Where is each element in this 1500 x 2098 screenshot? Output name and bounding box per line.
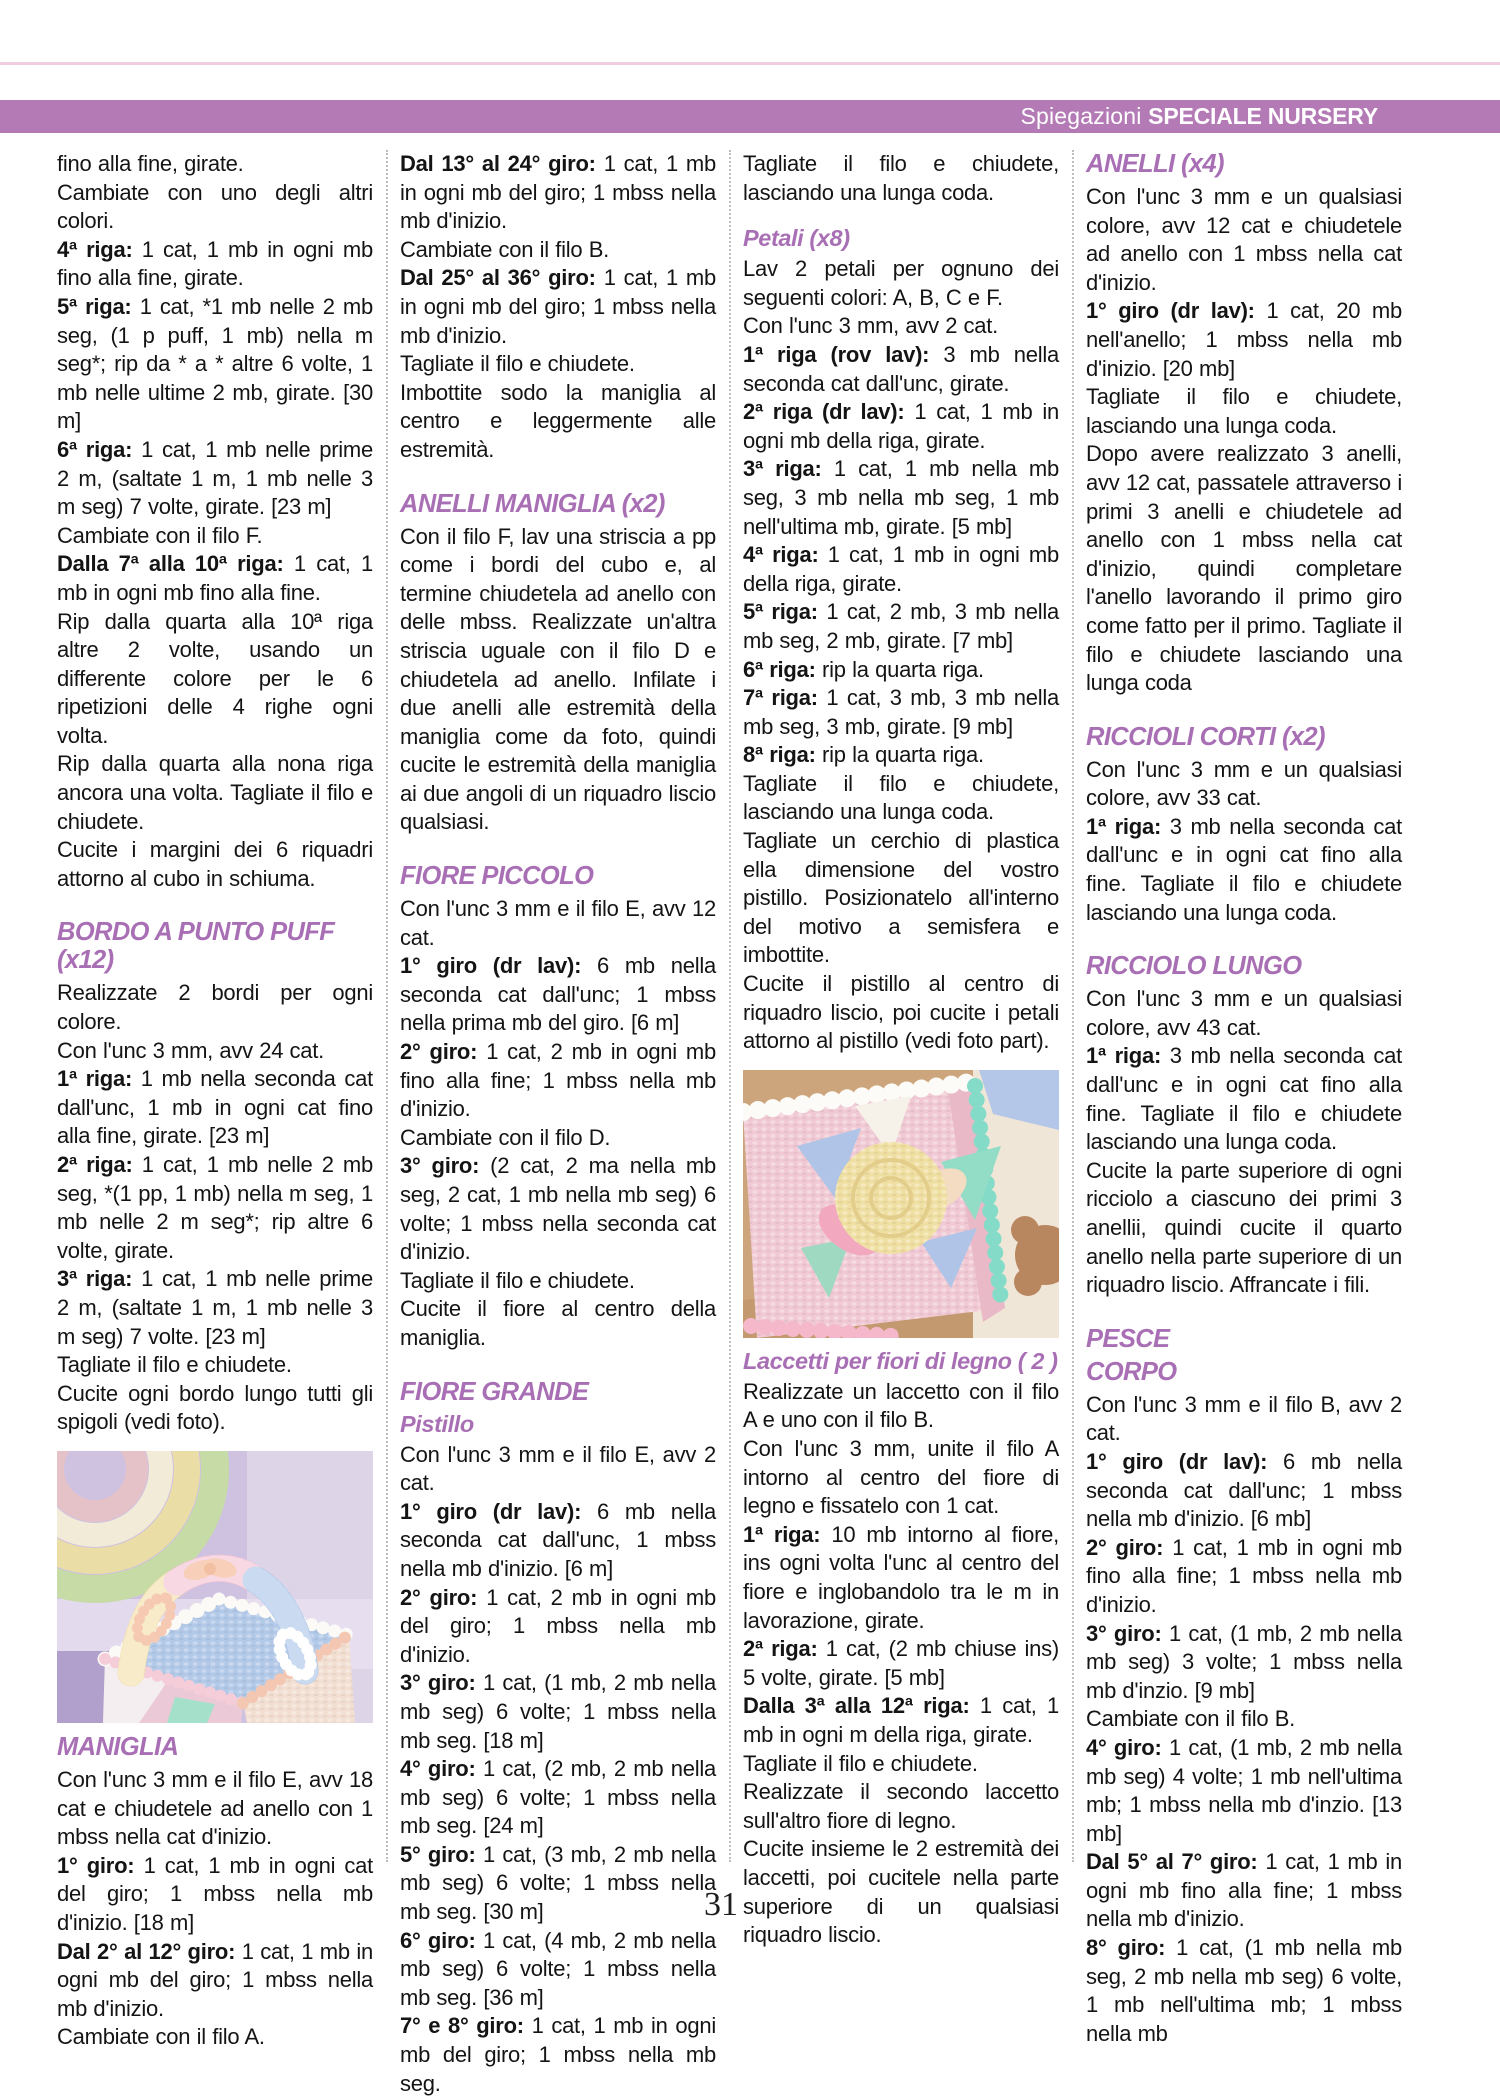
header-title-regular: Spiegazioni <box>1020 103 1142 129</box>
paragraph <box>1086 985 1402 1042</box>
paragraph <box>57 1351 373 1380</box>
paragraph <box>57 179 373 236</box>
instruction-text: 3 mb nella seconda cat dall'unc, girate. <box>743 341 1059 396</box>
sub-heading: Laccetti per fiori di legno ( 2 ) <box>743 1347 1058 1374</box>
instruction-text: 1 cat, 1 mb in ogni mb fino alla fine, girate. <box>57 236 373 291</box>
instruction-text: Con l'unc 3 mm e il filo E, avv 2 cat. <box>400 1441 716 1496</box>
photo-crochet-cube-flower-detail <box>743 1070 1059 1338</box>
paragraph <box>743 455 1059 541</box>
instruction-label: 2ª riga: <box>743 1636 818 1662</box>
instruction-text: Tagliate il filo e chiudete. <box>400 351 635 377</box>
instruction-label: Dal 5° al 7° giro: <box>1086 1849 1258 1875</box>
paragraph <box>400 1124 716 1153</box>
instruction-label: 2ª riga: <box>57 1152 133 1177</box>
paragraph <box>743 598 1059 655</box>
paragraph <box>743 1778 1059 1835</box>
instruction-text: 1 cat, 2 mb in ogni mb del giro; 1 mbss nella mb d'inizio. <box>400 1584 716 1667</box>
instruction-label: 4ª riga: <box>743 542 819 568</box>
instruction-label: Dal 2° al 12° giro: <box>57 1938 236 1964</box>
paragraph <box>57 293 373 436</box>
instruction-text: rip la quarta riga. <box>822 656 984 682</box>
instruction-text: 1 cat, (4 mb, 2 mb nella mb seg) 6 volte; 1 mbss nella mb seg. [36 m] <box>400 1927 716 2010</box>
paragraph <box>1086 1391 1402 1448</box>
instruction-label: Dalla 7ª alla 10ª riga: <box>57 551 284 577</box>
instruction-text: Cambiate con il filo A. <box>57 2024 265 2050</box>
paragraph <box>1086 297 1402 383</box>
instruction-label: 3° giro: <box>400 1670 476 1696</box>
paragraph <box>400 2012 716 2098</box>
instruction-text: 1 cat, (1 mb, 2 mb nella mb seg) 6 volte; 1 mbss nella mb seg. [18 m] <box>400 1670 716 1753</box>
paragraph <box>400 150 716 236</box>
instruction-text: Con l'unc 3 mm, unite il filo A intorno al centro del fiore di legno e fissatelo con 1 cat. <box>743 1436 1059 1519</box>
instruction-text: Rip dalla quarta alla nona riga ancora una volta. Tagliate il filo e chiudete. <box>57 751 373 834</box>
section-heading: BORDO A PUNTO PUFF (x12) <box>57 918 335 975</box>
instruction-text: Realizzate un laccetto con il filo A e uno con il filo B. <box>743 1378 1059 1433</box>
instruction-text: 6 mb nella seconda cat dall'unc; 1 mbss nella mb d'inizio. [6 mb] <box>1086 1448 1402 1532</box>
instruction-text: Con l'unc 3 mm e il filo E, avv 12 cat. <box>400 896 716 950</box>
paragraph <box>743 1521 1059 1635</box>
instruction-text: 1 cat, 1 mb nella mb seg, 3 mb nella mb seg, 1 mb nell'ultima mb, girate. [5 mb] <box>743 456 1059 539</box>
paragraph <box>400 1498 716 1584</box>
instruction-text: 1 cat, 1 mb in ogni mb fino alla fine; 1 mbss nella mb d'inizio. <box>1086 1534 1402 1617</box>
paragraph <box>400 1295 716 1352</box>
instruction-label: 2° giro: <box>1086 1534 1164 1560</box>
instruction-text: Cambiate con il filo B. <box>1086 1706 1296 1732</box>
paragraph <box>57 436 373 522</box>
instruction-label: 1° giro: <box>57 1852 135 1878</box>
instruction-text: Cucite i margini dei 6 riquadri attorno al cubo in schiuma. <box>57 837 373 891</box>
header-bar <box>0 100 1500 133</box>
paragraph <box>57 2023 373 2052</box>
section-heading: ANELLI MANIGLIA (x2) <box>400 489 665 518</box>
paragraph <box>743 398 1059 455</box>
instruction-text: Con l'unc 3 mm e un qualsiasi colore, avv 43 cat. <box>1086 986 1402 1040</box>
paragraph <box>743 1435 1059 1521</box>
sub-heading: Petali (x8) <box>743 225 850 252</box>
paragraph <box>57 550 373 607</box>
instruction-text: 6 mb nella seconda cat dall'unc, 1 mbss nella mb d'inizio. [6 m] <box>400 1498 716 1581</box>
paragraph <box>1086 1534 1402 1620</box>
section-heading: FIORE PICCOLO <box>400 862 594 891</box>
instruction-text: 1 cat, 1 mb nelle prime 2 m, (saltate 1 m, 1 mb nelle 3 m seg) 7 volte, girate. [23 m] <box>57 436 373 520</box>
instruction-text: 1 cat, 1 mb in ogni mb del giro; 1 mbss nella mb d'inizio. <box>400 151 716 234</box>
instruction-text: Cambiate con il filo B. <box>400 236 610 262</box>
instruction-label: Dal 25° al 36° giro: <box>400 265 596 291</box>
page-number: 31 <box>704 1886 738 1923</box>
instruction-text: Tagliate un cerchio di plastica ella dimensione del vostro pistillo. Posizionatelo all'interno del motivo a semisfera e imbottite. <box>743 828 1059 968</box>
instruction-text: Realizzate 2 bordi per ogni colore. <box>57 980 373 1035</box>
instruction-text: 1 cat, 1 mb in ogni m della riga, girate. <box>743 1693 1059 1747</box>
column-1 <box>57 150 373 2052</box>
instruction-label: 2ª riga (dr lav): <box>743 399 905 425</box>
instruction-label: 1ª riga: <box>1086 1043 1162 1069</box>
section-heading: RICCIOLO LUNGO <box>1086 952 1302 981</box>
instruction-text: fino alla fine, girate. <box>57 151 244 176</box>
instruction-label: 2° giro: <box>400 1584 478 1610</box>
instruction-text: Cambiate con uno degli altri colori. <box>57 179 373 234</box>
instruction-text: Con l'unc 3 mm e il filo E, avv 18 cat e chiudetele ad anello con 1 mbss nella cat d'inizio. <box>57 1766 373 1850</box>
paragraph <box>400 1267 716 1296</box>
paragraph <box>400 1584 716 1670</box>
paragraph <box>400 1152 716 1266</box>
paragraph <box>400 236 716 265</box>
instruction-text: 1 mb nella seconda cat dall'unc, 1 mb in ogni cat fino alla fine, girate. [23 m] <box>57 1066 373 1149</box>
paragraph <box>57 1380 373 1437</box>
paragraph <box>743 1750 1059 1779</box>
instruction-text: 1 cat, 2 mb in ogni mb fino alla fine; 1 mbss nella mb d'inizio. <box>400 1039 716 1122</box>
instruction-text: Con l'unc 3 mm, avv 24 cat. <box>57 1037 325 1063</box>
paragraph <box>1086 1734 1402 1848</box>
paragraph <box>57 750 373 836</box>
instruction-text: 1 cat, 1 mb in ogni mb della riga, girate. <box>743 399 1059 453</box>
section-heading: MANIGLIA <box>57 1732 179 1761</box>
instruction-label: 6ª riga: <box>743 656 816 682</box>
instruction-text: 3 mb nella seconda cat dall'unc e in ogni cat fino alla fine. Tagliate il filo e chiudete lasciando una lunga coda. <box>1086 1043 1402 1155</box>
instruction-text: 1 cat, *1 mb nelle 2 mb seg, (1 p puff, 1 mb) nella m seg*; rip da * a * altre 6 volte, 1 mb nelle ultime 2 mb, girate. [30 m] <box>57 293 373 434</box>
instruction-label: 4° giro: <box>1086 1734 1162 1760</box>
paragraph <box>57 150 373 179</box>
instruction-text: 1 cat, (1 mb, 2 mb nella mb seg) 3 volte; 1 mbss nella mb d'inzio. [9 mb] <box>1086 1620 1402 1703</box>
paragraph <box>743 770 1059 827</box>
paragraph <box>400 1441 716 1498</box>
instruction-label: 2° giro: <box>400 1039 478 1065</box>
instruction-label: 3° giro: <box>400 1153 480 1179</box>
instruction-label: 1° giro (dr lav): <box>400 1498 582 1524</box>
paragraph <box>57 979 373 1036</box>
sub-heading: Pistillo <box>400 1410 474 1437</box>
instruction-text: Tagliate il filo e chiudete. <box>400 1267 635 1293</box>
paragraph <box>400 264 716 350</box>
instruction-label: 8ª riga: <box>743 742 816 768</box>
paragraph <box>743 741 1059 770</box>
section-heading: PESCE <box>1086 1324 1170 1353</box>
paragraph <box>1086 1157 1402 1300</box>
column-4 <box>1086 150 1402 2048</box>
section-heading: RICCIOLI CORTI (x2) <box>1086 722 1325 751</box>
instruction-label: 5ª riga: <box>743 599 818 625</box>
paragraph <box>743 150 1059 207</box>
paragraph <box>743 1692 1059 1749</box>
paragraph <box>743 1378 1059 1435</box>
header-title <box>1020 100 1378 133</box>
instruction-text: Cucite il fiore al centro della maniglia. <box>400 1296 716 1350</box>
paragraph <box>400 1669 716 1755</box>
instruction-text: 10 mb intorno al fiore, ins ogni volta l'unc al centro del fiore e inglobandolo tra le m in lavorazione, girate. <box>743 1521 1060 1633</box>
instruction-label: 6ª riga: <box>57 436 133 462</box>
instruction-text: Rip dalla quarta alla 10ª riga altre 2 volte, usando un differente colore per le 6 ripetizioni delle 4 righe ogni volta. <box>57 608 373 748</box>
instruction-text: Cucite insieme le 2 estremità dei laccetti, poi cucitele nella parte superiore di un qualsiasi riquadro liscio. <box>743 1836 1059 1948</box>
instruction-text: Con l'unc 3 mm e un qualsiasi colore, avv 12 cat e chiudetele ad anello con 1 mbss nella cat d'inizio. <box>1086 184 1402 295</box>
instruction-label: 4ª riga: <box>57 236 133 262</box>
column-divider <box>729 150 731 1862</box>
paragraph <box>400 523 716 838</box>
paragraph <box>400 1038 716 1124</box>
instruction-text: 1 cat, 1 mb in ogni mb fino alla fine. <box>57 551 373 605</box>
instruction-text: 1 cat, 1 mb in ogni cat del giro; 1 mbss nella mb d'inizio. [18 m] <box>57 1852 373 1935</box>
instruction-text: Tagliate il filo e chiudete, lasciando una lunga coda. <box>743 770 1059 825</box>
photo-crochet-cube-with-handle <box>57 1451 373 1723</box>
paragraph <box>1086 383 1402 440</box>
column-3 <box>743 150 1059 1950</box>
instruction-text: Con il filo F, lav una striscia a pp come i bordi del cubo e, al termine chiudetela ad anello con delle mbss. Realizzate un'altra striscia uguale con il filo D e chiudetela ad anello. Infilate i due anelli alle estremità della maniglia come da foto, quindi cucite le estremità della maniglia ai due angoli di un riquadro liscio qualsiasi. <box>400 523 716 835</box>
instruction-text: 1 cat, 1 mb in ogni mb fino alla fine; 1 mbss nella mb d'inizio. <box>1086 1849 1402 1932</box>
column-divider <box>1072 150 1074 1862</box>
instruction-text: 3 mb nella seconda cat dall'unc e in ogni cat fino alla fine. Tagliate il filo e chiudete lasciando una lunga coda. <box>1086 813 1402 925</box>
instruction-label: 1° giro (dr lav): <box>1086 298 1255 324</box>
instruction-text: Con l'unc 3 mm e il filo B, avv 2 cat. <box>1086 1391 1402 1446</box>
instruction-text: 1 cat, (1 mb, 2 mb nella mb seg) 4 volte; 1 mb nell'ultima mb; 1 mbss nella mb d'inzio. [13 mb] <box>1086 1734 1402 1846</box>
instruction-label: 6° giro: <box>400 1927 476 1953</box>
paragraph <box>57 1766 373 1852</box>
paragraph <box>1086 1448 1402 1534</box>
instruction-label: 1ª riga: <box>743 1521 821 1547</box>
paragraph <box>400 350 716 379</box>
paragraph <box>1086 1042 1402 1156</box>
paragraph <box>57 1265 373 1351</box>
instruction-label: 1ª riga: <box>57 1066 133 1092</box>
instruction-label: 1° giro (dr lav): <box>1086 1448 1268 1474</box>
paragraph <box>57 1037 373 1066</box>
instruction-label: 7ª riga: <box>743 685 818 711</box>
wooden-flower <box>1011 1216 1059 1296</box>
paragraph <box>400 1755 716 1841</box>
instruction-label: 4° giro: <box>400 1756 476 1782</box>
instruction-label: 1° giro (dr lav): <box>400 953 582 979</box>
paragraph <box>57 1938 373 2024</box>
paragraph <box>1086 440 1402 697</box>
instruction-text: 1 cat, 1 mb in ogni mb della riga, girate. <box>743 542 1059 596</box>
instruction-text: Imbottite sodo la maniglia al centro e leggermente alle estremità. <box>400 379 716 462</box>
instruction-text: 1 cat, 20 mb nell'anello; 1 mbss nella mb d'inizio. [20 mb] <box>1086 298 1402 381</box>
paragraph <box>57 836 373 893</box>
header-title-bold: SPECIALE NURSERY <box>1148 103 1378 129</box>
instruction-label: 3ª riga: <box>743 456 822 482</box>
paragraph <box>743 1635 1059 1692</box>
instruction-label: 1ª riga (rov lav): <box>743 341 930 367</box>
paragraph <box>1086 813 1402 927</box>
instruction-label: 5° giro: <box>400 1841 476 1867</box>
section-heading: FIORE GRANDE <box>400 1377 589 1406</box>
column-divider <box>386 150 388 1862</box>
paragraph <box>57 1065 373 1151</box>
paragraph <box>1086 1620 1402 1706</box>
instruction-text: 1 cat, (1 mb nella mb seg, 2 mb nella mb seg) 6 volte, 1 mb nell'ultima mb; 1 mbss nella mb <box>1086 1935 1402 2046</box>
instruction-text: rip la quarta riga. <box>822 742 984 768</box>
paragraph <box>743 541 1059 598</box>
instruction-label: Dal 13° al 24° giro: <box>400 151 596 176</box>
section-heading: ANELLI (x4) <box>1086 150 1224 178</box>
instruction-text: Cambiate con il filo D. <box>400 1124 611 1150</box>
instruction-text: Cucite ogni bordo lungo tutti gli spigoli (vedi foto). <box>57 1380 373 1435</box>
instruction-text: 1 cat, 2 mb, 3 mb nella mb seg, 2 mb, girate. [7 mb] <box>743 599 1059 653</box>
paragraph <box>57 236 373 293</box>
instruction-text: Tagliate il filo e chiudete, lasciando una lunga coda. <box>743 151 1059 205</box>
instruction-text: Tagliate il filo e chiudete. <box>57 1352 292 1378</box>
section-heading: CORPO <box>1086 1357 1177 1386</box>
paragraph <box>400 379 716 465</box>
instruction-text: 1 cat, 1 mb nelle 2 mb seg, *(1 pp, 1 mb) nella m seg, 1 mb nelle 2 m seg*; rip altre 6 volte, girate. <box>57 1152 373 1263</box>
instruction-label: 1ª riga: <box>1086 813 1162 839</box>
paragraph <box>57 1151 373 1265</box>
instruction-text: Realizzate il secondo laccetto sull'altro fiore di legno. <box>743 1779 1059 1833</box>
instruction-text: 6 mb nella seconda cat dall'unc; 1 mbss nella prima mb del giro. [6 m] <box>400 953 716 1036</box>
paragraph <box>743 312 1059 341</box>
paragraph <box>743 827 1059 970</box>
paragraph <box>1086 183 1402 297</box>
instruction-text: (2 cat, 2 ma nella mb seg, 2 cat, 1 mb nella mb seg) 6 volte; 1 mbss nella seconda cat d'inizio. <box>400 1153 716 1265</box>
paragraph <box>57 608 373 751</box>
paragraph <box>743 341 1059 398</box>
instruction-text: Lav 2 petali per ognuno dei seguenti colori: A, B, C e F. <box>743 256 1059 310</box>
instruction-text: Con l'unc 3 mm, avv 2 cat. <box>743 313 999 339</box>
paragraph <box>400 1927 716 2013</box>
page-trim-line <box>0 62 1500 65</box>
paragraph <box>57 522 373 551</box>
instruction-label: 8° giro: <box>1086 1935 1166 1961</box>
instruction-text: 1 cat, 1 mb in ogni mb del giro; 1 mbss nella mb seg. <box>400 2013 716 2096</box>
instruction-text: 1 cat, 1 mb in ogni mb del giro; 1 mbss nella mb d'inizio. <box>400 265 716 348</box>
instruction-text: Tagliate il filo e chiudete, lasciando una lunga coda. <box>1086 384 1402 438</box>
instruction-text: 1 cat, (2 mb chiuse ins) 5 volte, girate. [5 mb] <box>743 1636 1059 1690</box>
instruction-text: 1 cat, (2 mb, 2 mb nella mb seg) 6 volte; 1 mbss nella mb seg. [24 m] <box>400 1756 716 1839</box>
instruction-label: Dalla 3ª alla 12ª riga: <box>743 1693 970 1719</box>
instruction-text: 1 cat, (3 mb, 2 mb nella mb seg) 6 volte; 1 mbss nella mb seg. [30 m] <box>400 1841 716 1925</box>
instruction-text: Cucite la parte superiore di ogni ricciolo a ciascuno dei primi 3 anellii, quindi cucite il quarto anello nella parte superiore di un riquadro liscio. Affrancate i fili. <box>1086 1157 1402 1298</box>
instruction-label: 3° giro: <box>1086 1620 1162 1646</box>
paragraph <box>1086 756 1402 813</box>
instruction-text: 1 cat, 1 mb nelle prime 2 m, (saltate 1 m, 1 mb nelle 3 m seg) 7 volte. [23 m] <box>57 1266 373 1349</box>
instruction-text: Cambiate con il filo F. <box>57 522 263 548</box>
instruction-text: Cucite il pistillo al centro di riquadro liscio, poi cucite i petali attorno al pistillo (vedi foto part). <box>743 971 1059 1054</box>
paragraph <box>743 255 1059 312</box>
instruction-text: 1 cat, 1 mb in ogni mb del giro; 1 mbss nella mb d'inizio. <box>57 1938 373 2021</box>
paragraph <box>1086 1934 1402 2048</box>
instruction-label: 3ª riga: <box>57 1266 133 1292</box>
column-2 <box>400 150 716 2098</box>
paragraph <box>400 895 716 952</box>
paragraph <box>743 970 1059 1056</box>
instruction-text: Tagliate il filo e chiudete. <box>743 1750 978 1776</box>
paragraph <box>743 656 1059 685</box>
instruction-label: 5ª riga: <box>57 293 132 319</box>
instruction-text: 1 cat, 3 mb, 3 mb nella mb seg, 3 mb, girate. [9 mb] <box>743 685 1059 739</box>
paragraph <box>400 952 716 1038</box>
paragraph <box>743 684 1059 741</box>
instruction-label: 7° e 8° giro: <box>400 2013 524 2039</box>
paragraph <box>1086 1705 1402 1734</box>
instruction-text: Con l'unc 3 mm e un qualsiasi colore, avv 33 cat. <box>1086 756 1402 811</box>
instruction-text: Dopo avere realizzato 3 anelli, avv 12 cat, passatele attraverso i primi 3 anelli e chiudetele ad anello con 1 mbss nella cat d'inizio, quindi completare l'anello lavorando il primo giro come fatto per il primo. Tagliate il filo e chiudete lasciando una lunga coda <box>1086 441 1402 696</box>
